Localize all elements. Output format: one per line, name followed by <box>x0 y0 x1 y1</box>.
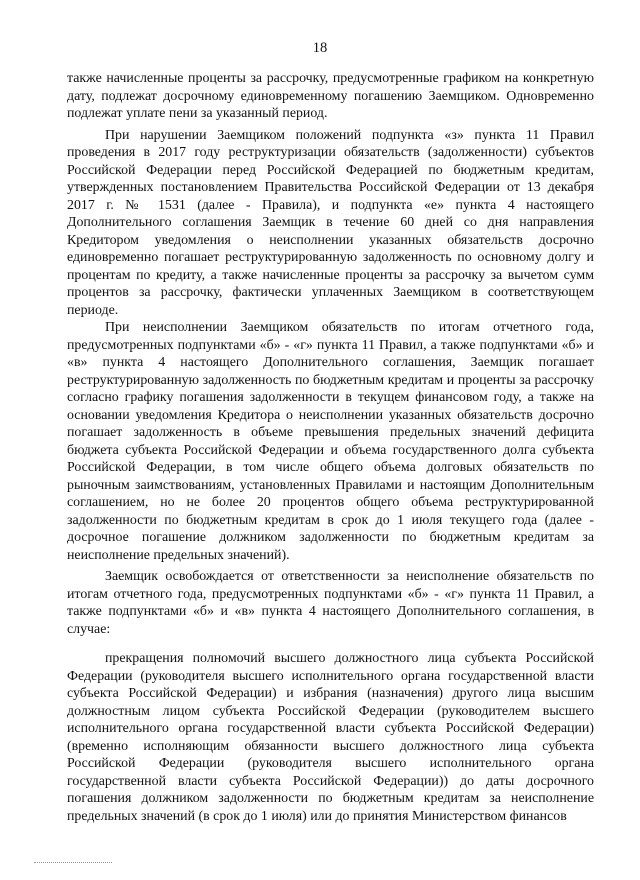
document-body <box>67 70 594 825</box>
page-number: 18 <box>312 40 328 56</box>
paragraph-nonfulfillment-clause: При неисполнении Заемщиком обязательств по итогам отчетного года, предусмотренных подпунктами «б» - «г» пункта 11 Правил, а также подпунктами «б» и «в» пункта 4 настоящего Дополнительного соглашения, Заемщик погашает реструктурированную задолженность по бюджетным кредитам и проценты за рассрочку согласно графику погашения задолженности в текущем финансовом году, а также на основании уведомления Кредитора о неисполнении указанных обязательств досрочно погашает задолженность в объеме превышения предельных значений дефицита бюджета субъекта Российской Федерации и объема государственного долга субъекта Российской Федерации, в том числе общего объема долговых обязательств по рыночным заимствованиям, установленных Правилами и настоящим Дополнительным соглашением, но не более 20 процентов общего объема реструктурированной задолженности по бюджетным кредитам в срок до 1 июля текущего года (далее - досрочное погашение должником задолженности по бюджетным кредитам за неисполнение предельных значений). <box>67 320 594 563</box>
paragraph-termination-case: прекращения полномочий высшего должностного лица субъекта Российской Федерации (руководителя высшего исполнительного органа государственной власти субъекта Российской Федерации) и избрания (назначения) другого лица высшим должностным лицом субъекта Российской Федерации (руководителем высшего исполнительного органа государственной власти субъекта Российской Федерации) (временно исполняющим обязанности высшего должностного лица субъекта Российской Федерации (руководителя высшего исполнительного органа государственной власти субъекта Российской Федерации)) до даты досрочного погашения должником задолженности по бюджетным кредитам за неисполнение предельных значений (в срок до 1 июля) или до принятия Министерством финансов <box>67 651 594 824</box>
paragraph-violation-clause: При нарушении Заемщиком положений подпункта «з» пункта 11 Правил проведения в 2017 году реструктуризации обязательств (задолженности) субъектов Российской Федерации перед Российской Федерацией по бюджетным кредитам, утвержденных постановлением Правительства Российской Федерации от 13 декабря 2017 г. № 1531 (далее - Правила), и подпункта «е» пункта 4 настоящего Дополнительного соглашения Заемщик в течение 60 дней со дня направления Кредитором уведомления о неисполнении указанных обязательств досрочно единовременно погашает реструктурированную задолженность по основному долгу и процентам по кредиту, а также начисленные проценты за рассрочку за вычетом сумм процентов за рассрочку, фактически уплаченных Заемщиком в соответствующем периоде. <box>67 127 594 318</box>
paragraph-continuation: также начисленные проценты за рассрочку, предусмотренные графиком на конкретную дату, подлежат досрочному единовременному погашению Заемщиком. Одновременно подлежат уплате пени за указанный период. <box>67 71 594 121</box>
paragraph-exemption-clause: Заемщик освобождается от ответственности за неисполнение обязательств по итогам отчетного года, предусмотренных подпунктами «б» - «г» пункта 11 Правил, а также подпунктами «б» и «в» пункта 4 настоящего Дополнительного соглашения, в случае: <box>67 569 594 637</box>
footer-divider <box>34 862 112 863</box>
